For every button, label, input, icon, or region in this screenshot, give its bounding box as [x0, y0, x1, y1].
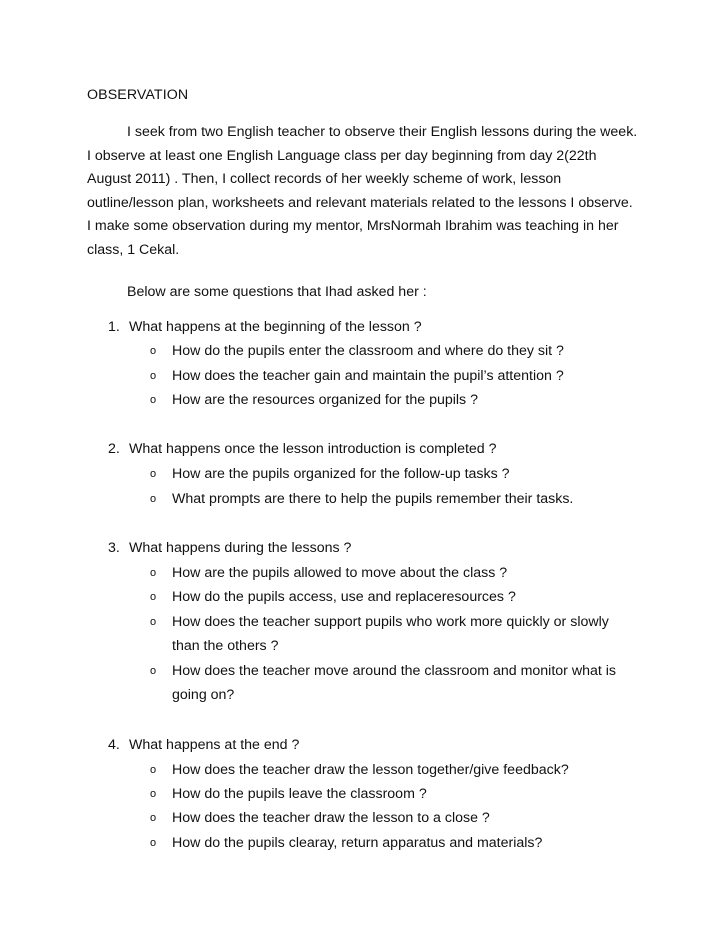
hollow-bullet-icon: o — [150, 394, 157, 406]
hollow-bullet-icon: o — [150, 345, 157, 357]
sub-question — [150, 586, 516, 610]
question-item — [108, 540, 351, 556]
sub-question-text-continued: than the others ? — [172, 637, 279, 654]
paragraph-line: I observe at least one English Language class per day beginning from day 2(22th — [87, 147, 597, 164]
section-heading: OBSERVATION — [87, 87, 189, 103]
paragraph-line: I seek from two English teacher to observe their English lessons during the week. — [127, 124, 638, 140]
body-paragraph — [87, 121, 667, 262]
sub-question — [150, 832, 542, 856]
hollow-bullet-icon: o — [150, 665, 157, 677]
sub-question-text: How do the pupils enter the classroom and where do they sit ? — [172, 343, 564, 359]
paragraph-line: outline/lesson plan, worksheets and relevant materials related to the lessons I observe. — [87, 194, 633, 211]
sub-question-text: What prompts are there to help the pupils remember their tasks. — [172, 491, 574, 507]
question-number: 2. — [108, 441, 120, 457]
sub-question-text: How does the teacher draw the lesson together/give feedback? — [172, 762, 569, 778]
question-item — [108, 441, 497, 457]
sub-question — [150, 340, 564, 364]
question-text: What happens at the beginning of the lesson ? — [129, 319, 422, 335]
hollow-bullet-icon: o — [150, 493, 157, 505]
sub-question — [150, 389, 478, 413]
hollow-bullet-icon: o — [150, 764, 157, 776]
hollow-bullet-icon: o — [150, 468, 157, 480]
question-number: 4. — [108, 737, 120, 753]
sub-question-text: How does the teacher support pupils who work more quickly or slowly — [172, 614, 609, 630]
sub-question-text: How are the pupils organized for the follow-up tasks ? — [172, 466, 510, 482]
hollow-bullet-icon: o — [150, 616, 157, 628]
sub-question-text: How do the pupils leave the classroom ? — [172, 786, 427, 802]
sub-question — [150, 365, 564, 389]
question-item — [108, 319, 422, 335]
hollow-bullet-icon: o — [150, 788, 157, 800]
paragraph-line: I make some observation during my mentor, MrsNormah Ibrahim was teaching in her — [87, 218, 619, 234]
hollow-bullet-icon: o — [150, 812, 157, 824]
question-text: What happens during the lessons ? — [129, 540, 352, 556]
intro-sentence: Below are some questions that Ihad asked her : — [127, 284, 427, 300]
sub-question — [150, 488, 573, 512]
sub-question — [150, 660, 616, 707]
question-number: 3. — [108, 540, 120, 556]
sub-question-text: How do the pupils clearay, return apparatus and materials? — [172, 835, 543, 851]
sub-question — [150, 611, 609, 658]
sub-question — [150, 463, 510, 487]
question-text: What happens at the end ? — [129, 737, 300, 753]
paragraph-line: class, 1 Cekal. — [87, 241, 180, 258]
hollow-bullet-icon: o — [150, 837, 157, 849]
question-text: What happens once the lesson introduction is completed ? — [129, 441, 497, 457]
question-item — [108, 737, 299, 753]
paragraph-line: August 2011) . Then, I collect records of her weekly scheme of work, lesson — [87, 171, 562, 187]
sub-question — [150, 807, 490, 831]
sub-question — [150, 562, 507, 586]
hollow-bullet-icon: o — [150, 567, 157, 579]
sub-question — [150, 783, 427, 807]
hollow-bullet-icon: o — [150, 370, 157, 382]
sub-question-text: How does the teacher move around the classroom and monitor what is — [172, 663, 616, 679]
sub-question — [150, 759, 569, 783]
hollow-bullet-icon: o — [150, 591, 157, 603]
sub-question-text: How do the pupils access, use and replaceresources ? — [172, 589, 516, 605]
sub-question-text-continued: going on? — [172, 686, 235, 703]
sub-question-text: How are the resources organized for the pupils ? — [172, 392, 478, 408]
sub-question-text: How does the teacher draw the lesson to a close ? — [172, 810, 490, 826]
question-number: 1. — [108, 319, 120, 335]
sub-question-text: How are the pupils allowed to move about the class ? — [172, 565, 508, 581]
sub-question-text: How does the teacher gain and maintain the pupil’s attention ? — [172, 368, 564, 384]
